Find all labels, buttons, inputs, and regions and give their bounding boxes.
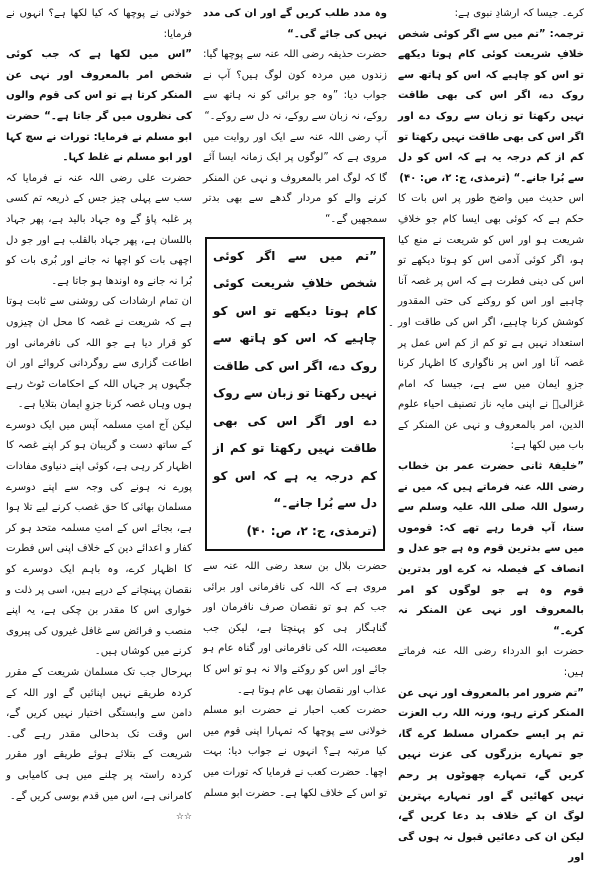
left-column-paragraph: ان تمام ارشادات کی روشنی سے ثابت ہوتا ہے کہ شریعت نے غصہ کا محل ان چیزوں کو قرار دیا ہے جو اللہ کی نافرمانی اور اطاعت گزاری سے روگردانی کروائے اور ان جگہوں پر جہاں اللہ کے احکامات ٹوٹ رہے ہوں وہاں غصہ کرنا جزوِ ایمان بتلایا ہے۔ [6,296,192,411]
boxed-quote-reference: (ترمذی، ج: ۲، ص: ۴۰) [246,523,377,538]
margin-mark: ۔ [388,318,394,329]
middle-column-top-paragraph: آپ رضی اللہ عنہ سے ایک اور روایت میں مروی ہے کہ ”لوگوں پر ایک زمانہ ایسا آئے گا کہ لوگ امر بالمعروف و نہی عن المنکر کرنے والے کو مردار گدھے سے بھی بدتر سمجھیں گے۔“ [203,131,387,225]
middle-column-bottom-paragraph: حضرت بلال بن سعد رضی اللہ عنہ سے مروی ہے کہ اللہ کی نافرمانی اور برائی جب کم ہو تو نقصان صرف نافرمان اور گناہگار ہی کو پہنچتا ہے، لیکن جب معصیت، اللہ کی نافرمانی اور گناہ عام ہو جائے اور اس کو روکنے والا نہ ہو تو اس کا عذاب اور نقصان بھی عام ہوتا ہے۔ [203,561,387,696]
right-column-paragraph: اس حدیث میں واضح طور پر اس بات کا حکم ہے کہ کوئی بھی ایسا کام جو خلافِ شریعت ہو اور اس کو شریعت نے منع کیا ہو، اگر کوئی آدمی اس کو ہوتا دیکھے تو اس کی دینی فطرت ہے کہ اس پر غصہ آنا چاہیے اور اس کو روکنے کی حتی المقدور کوشش کرنا چاہیے، اگر اس کی طاقت اور استعداد نہیں ہے تو کم از کم اس عمل پر غصہ آنا اور اس پر ناگواری کا اظہار کرنا جزوِ ایمان میں سے ہے، جیسا کہ امام غزالیؒ نے اپنی مایہ ناز تصنیف احیاء علوم الدین، امر بالمعروف و نہی عن المنکر کے باب میں لکھا ہے: [398,193,584,452]
middle-column-bottom [203,557,387,804]
middle-column [199,4,391,799]
right-column-paragraph: کرے۔ جیسا کہ ارشادِ نبوی ہے: [454,8,584,19]
boxed-hadith-quote [205,237,385,552]
left-column-body [6,4,192,807]
right-column-paragraph: ”خلیفۂ ثانی حضرت عمر بن خطاب رضی اللہ عنہ فرماتے ہیں کہ میں نے رسول اللہ صلی اللہ علیہ وسلم سے سنا، آپ فرما رہے تھے کہ: قوموں میں سے بدترین قوم وہ ہے جو عدل و انصاف کے فیصلہ نہ کرے اور بدترین قوم وہ ہے جو لوگوں کو امر بالمعروف اور نہی عن المنکر نہ کرے۔“ [398,461,584,637]
end-marker: ☆☆ [175,812,192,823]
left-column-paragraph: لیکن آج امتِ مسلمہ آپس میں ایک دوسرے کے ساتھ دست و گریبان ہو کر اپنے غصہ کا اظہار کر رہی ہے، کوئی اپنے دنیاوی مفادات پورے نہ ہونے کی وجہ سے اپنے دوسرے مسلمان بھائی کا حق غصب کرنے لیے تلا ہوا ہے، بجائے اس کے امتِ مسلمہ متحد ہو کر کفار و اعدائے دین کے خلاف اپنی اس فطرت کا اظہار کرے، وہ باہم ایک دوسرے کو نقصان پہنچانے کے درپے ہیں، اسی پر ذلت و خواری اس کا مقدر بن چکی ہے، یہ اپنے منصب و فرائض سے غافل غیروں کی پیروی کرنے میں کوشاں ہیں۔ [6,419,192,658]
right-column [394,4,588,864]
middle-column-top [203,4,387,231]
left-column [2,4,196,823]
right-column-paragraph: حضرت ابو الدرداء رضی اللہ عنہ فرماتے ہیں: [398,646,584,678]
right-column-paragraph: ”تم ضرور امر بالمعروف اور نہی عن المنکر کرتے رہو، ورنہ اللہ رب العزت تم پر ایسے حکمراں مسلط کرے گا، جو تمہارے بزرگوں کی عزت نہیں کریں گے، تمہارے چھوٹوں پر رحم نہیں کھائیں گے اور تمہارے بہترین لوگ ان کے خلاف بد دعا کریں گے، لیکن ان کی دعائیں قبول نہ ہوں گی اور [398,687,584,864]
left-column-paragraph: خولانی نے پوچھا کہ کیا لکھا ہے؟ انہوں نے فرمایا: [6,8,192,40]
left-column-paragraph: حضرت علی رضی اللہ عنہ نے فرمایا کہ سب سے پہلی چیز جس کے ذریعہ تم کسی پر غلبہ پاؤ گے وہ جہاد بالید ہے، پھر جہاد باللسان ہے، پھر جہاد بالقلب ہے اور جو دل اچھی بات کو اچھا نہ جانے اور بُری بات کو بُرا نہ جانے وہ اوندھا ہو جاتا ہے۔ [6,172,192,287]
middle-column-bottom-paragraph: حضرت کعب احبار نے حضرت ابو مسلم خولانی سے پوچھا کہ تمہارا اپنی قوم میں کیا مرتبہ ہے؟ انہوں نے جواب دیا: بہت اچھا۔ حضرت کعب نے فرمایا کہ تورات میں تو اس کے خلاف لکھا ہے۔ حضرت ابو مسلم [203,705,387,799]
boxed-quote-text: ”تم میں سے اگر کوئی شخص خلافِ شریعت کوئی کام ہوتا دیکھے تو اس کو چاہیے کہ اس کو ہاتھ سے روک دے، اگر اس کی طاقت نہیں رکھتا تو زبان سے روک دے اور اگر اس کی بھی طاقت نہیں رکھتا تو کم از کم درجہ یہ ہے کہ اس کو دل سے بُرا جانے۔“ [213,248,377,511]
left-column-paragraph: ”اس میں لکھا ہے کہ جب کوئی شخص امر بالمعروف اور نہی عن المنکر کرتا ہے تو اس کی قوم والوں کی نظروں میں گر جاتا ہے۔“ حضرت ابو مسلم نے فرمایا: تورات نے سچ کہا اور ابو مسلم نے غلط کہا۔ [6,49,192,164]
right-column-paragraph: ترجمہ: ”تم میں سے اگر کوئی شخص خلافِ شریعت کوئی کام ہوتا دیکھے تو اس کو چاہیے کہ اس کو ہاتھ سے روک دے، اگر اس کی بھی طاقت نہیں رکھتا تو زبان سے روک دے اور اگر اس کی بھی طاقت نہیں رکھتا تو کم از کم درجہ یہ ہے کہ اس کو دل سے بُرا جانے۔“ (ترمذی، ج: ۲، ص: ۴۰) [398,28,584,184]
middle-column-top-paragraph: حضرت حذیفہ رضی اللہ عنہ سے پوچھا گیا: زندوں میں مردہ کون لوگ ہیں؟ آپ نے جواب دیا: ”وہ جو برائی کو نہ ہاتھ سے روکے، نہ زبان سے روکے، نہ دل سے روکے۔“ [203,49,387,122]
left-column-paragraph: بہرحال جب تک مسلمان شریعت کے مقرر کردہ طریقے نہیں اپنائیں گے اور اللہ کے دامن سے وابستگی اختیار نہیں کریں گے، اس وقت تک بدحالی مقدر رہے گی۔ شریعت کے بتلائے ہوئے طریقے اور مقرر کردہ راستہ پر چلنے میں ہی کامیابی و کامرانی ہے، اس میں قدم بوسی کریں گے۔ [6,667,192,802]
middle-column-top-paragraph: وہ مدد طلب کریں گے اور ان کی مدد نہیں کی جائے گی۔“ [203,8,387,40]
